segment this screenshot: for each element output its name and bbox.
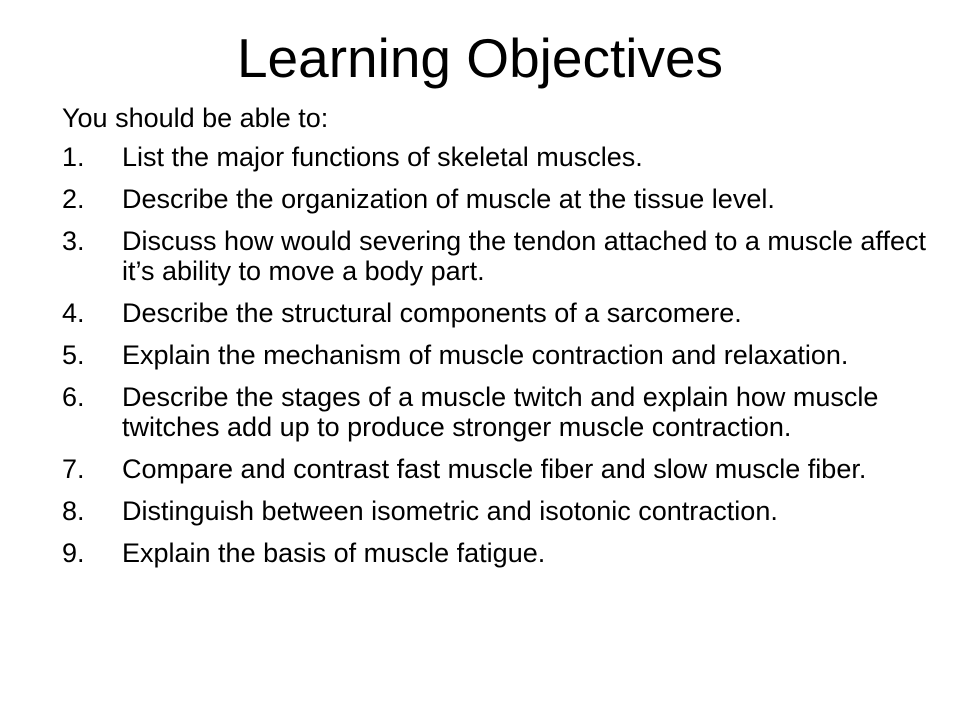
objective-item (62, 454, 932, 484)
objective-number: 2. (62, 184, 85, 214)
objective-item (62, 142, 932, 172)
objectives-list (62, 142, 932, 580)
objective-number: 7. (62, 454, 85, 484)
objective-text: List the major functions of skeletal muscles. (122, 142, 643, 172)
slide-title: Learning Objectives (236, 27, 724, 89)
objective-number: 5. (62, 340, 85, 370)
objective-text: Explain the basis of muscle fatigue. (122, 538, 546, 568)
objective-number: 4. (62, 298, 85, 328)
intro-text: You should be able to: (62, 103, 329, 133)
objective-number: 8. (62, 496, 85, 526)
objective-text: Describe the structural components of a sarcomere. (122, 298, 742, 328)
objective-text: Discuss how would severing the tendon attached to a muscle affect it’s ability to move a body part. (122, 226, 926, 286)
objective-item (62, 184, 932, 214)
objective-text: Describe the organization of muscle at the tissue level. (122, 184, 775, 214)
objective-text: Distinguish between isometric and isotonic contraction. (122, 496, 778, 526)
objective-number: 9. (62, 538, 85, 568)
objective-number: 6. (62, 382, 85, 412)
objective-text: Compare and contrast fast muscle fiber and slow muscle fiber. (122, 454, 867, 484)
objective-item (62, 496, 932, 526)
objective-item (62, 226, 932, 286)
objective-item (62, 298, 932, 328)
objective-item (62, 538, 932, 568)
objective-text: Explain the mechanism of muscle contraction and relaxation. (122, 340, 849, 370)
objective-number: 3. (62, 226, 85, 256)
objective-text: Describe the stages of a muscle twitch and explain how muscle twitches add up to produce stronger muscle contraction. (122, 382, 879, 442)
objective-item (62, 382, 932, 442)
objective-number: 1. (62, 142, 85, 172)
objective-item (62, 340, 932, 370)
